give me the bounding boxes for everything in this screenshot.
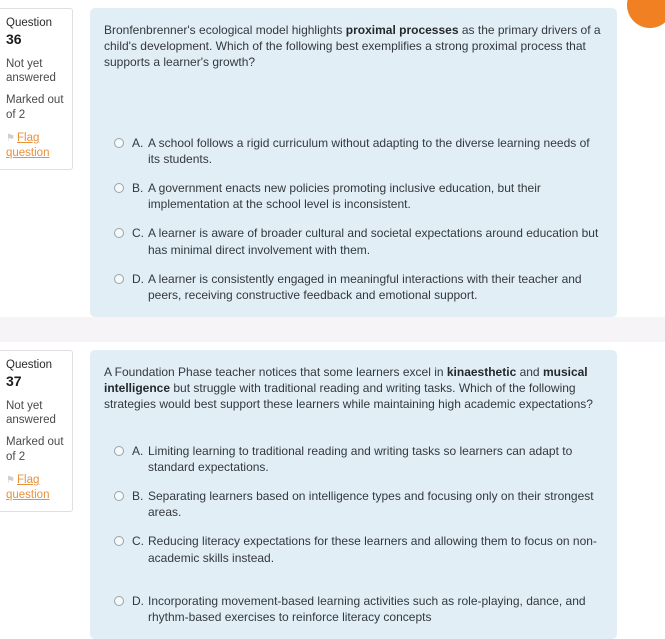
stem-answers-spacer-37 bbox=[104, 421, 602, 443]
answer-option-37-a[interactable] bbox=[104, 443, 602, 475]
flag-question-label-36[interactable]: Flag question bbox=[6, 132, 50, 159]
radio-icon-37-c[interactable] bbox=[114, 536, 124, 546]
answer-option-37-d[interactable] bbox=[104, 593, 602, 625]
radio-icon-36-d[interactable] bbox=[114, 274, 124, 284]
radio-icon-37-d[interactable] bbox=[114, 596, 124, 606]
question-stem-36 bbox=[104, 22, 602, 71]
radio-icon-36-c[interactable] bbox=[114, 228, 124, 238]
answer-option-37-c[interactable] bbox=[104, 533, 602, 565]
stem-text-a-37: A Foundation Phase teacher notices that some learners excel in bbox=[104, 365, 447, 380]
question-word-37: Question bbox=[6, 359, 53, 372]
answer-text-36-b[interactable]: A government enacts new policies promoting inclusive education, but their implementation at the school level is inconsistent. bbox=[148, 180, 541, 212]
answer-letter-37-d: D. bbox=[132, 593, 144, 608]
question-info-37 bbox=[0, 350, 73, 512]
answer-text-36-a[interactable]: A school follows a rigid curriculum without adapting to the diverse learning needs of its students. bbox=[148, 135, 590, 166]
question-block-36 bbox=[0, 0, 665, 317]
stem-answers-spacer-36 bbox=[104, 79, 602, 135]
answer-option-37-b[interactable] bbox=[104, 488, 602, 520]
answer-option-36-a[interactable] bbox=[104, 135, 602, 167]
answer-letter-36-c: C. bbox=[132, 226, 144, 241]
answer-letter-37-c: C. bbox=[132, 534, 144, 549]
answer-option-36-d[interactable] bbox=[104, 271, 602, 303]
answer-text-37-d[interactable]: Incorporating movement-based learning activities such as role-playing, dance, and rhythm-based exercises to reinforce literacy concepts bbox=[148, 593, 586, 624]
question-word-36: Question bbox=[6, 17, 53, 29]
question-number-label-37 bbox=[6, 359, 66, 391]
question-number-label-36 bbox=[6, 17, 66, 49]
stem-bold-37: kinaesthetic bbox=[446, 365, 517, 380]
stem-bold-36: proximal processes bbox=[345, 23, 459, 37]
answer-text-37-b[interactable]: Separating learners based on intelligence types and focusing only on their strongest areas. bbox=[148, 489, 594, 520]
answer-letter-36-b: B. bbox=[132, 180, 144, 195]
flag-icon: ⚑ bbox=[6, 133, 15, 145]
answer-text-37-c[interactable]: Reducing literacy expectations for these learners and allowing them to focus on non-academic skills instead. bbox=[148, 534, 597, 565]
answer-letter-36-a: A. bbox=[132, 135, 144, 150]
answer-option-36-c[interactable] bbox=[104, 225, 602, 257]
answer-text-36-c[interactable]: A learner is aware of broader cultural and societal expectations around education but has minimal direct involvement with them. bbox=[148, 226, 599, 257]
radio-icon-36-a[interactable] bbox=[114, 138, 124, 148]
question-separator bbox=[0, 317, 665, 342]
stem-text-b-37: but struggle with traditional reading and writing tasks. Which of the following strategies would best support these learners while maintaining high academic expectations? bbox=[104, 381, 593, 412]
question-number-37: 37 bbox=[6, 372, 22, 389]
answer-letter-37-a: A. bbox=[132, 443, 144, 458]
stem-text-b-36: as the primary drivers of a child's development. Which of the following best exemplifies a strong proximal process that supports a learner's growth? bbox=[104, 23, 601, 70]
answer-letter-37-b: B. bbox=[132, 489, 144, 503]
stem-text-a-36: Bronfenbrenner's ecological model highlights bbox=[104, 23, 346, 37]
question-content-37 bbox=[90, 350, 617, 639]
question-info-36 bbox=[0, 8, 73, 170]
answer-list-36 bbox=[104, 135, 602, 304]
radio-icon-37-b[interactable] bbox=[114, 491, 124, 501]
question-grade-37: Marked out of 2 bbox=[6, 436, 64, 463]
question-state-36: Not yet answered bbox=[6, 57, 56, 84]
flag-question-label-37[interactable]: Flag question bbox=[6, 474, 50, 501]
option-spacer-37 bbox=[104, 579, 602, 593]
flag-question-link-36[interactable] bbox=[6, 131, 66, 160]
question-stem-37 bbox=[104, 364, 602, 413]
answer-text-36-d[interactable]: A learner is consistently engaged in meaningful interactions with their teacher and peers, receiving constructive feedback and emotional support. bbox=[148, 271, 582, 302]
radio-icon-36-b[interactable] bbox=[114, 183, 124, 193]
answer-letter-36-d: D. bbox=[132, 271, 144, 286]
stem-text-mid-37: and bbox=[516, 365, 543, 380]
stem-bold2-37: musical intelligence bbox=[104, 365, 588, 396]
radio-icon-37-a[interactable] bbox=[114, 446, 124, 456]
question-state-37: Not yet answered bbox=[6, 399, 56, 427]
flag-icon: ⚑ bbox=[6, 475, 15, 487]
question-number-36: 36 bbox=[6, 30, 22, 47]
question-block-37 bbox=[0, 342, 665, 639]
question-content-36 bbox=[90, 8, 617, 317]
answer-option-36-b[interactable] bbox=[104, 180, 602, 212]
answer-text-37-a[interactable]: Limiting learning to traditional reading and writing tasks so learners can adapt to standard expectations. bbox=[148, 443, 573, 474]
answer-list-37 bbox=[104, 443, 602, 626]
flag-question-link-37[interactable] bbox=[6, 473, 66, 502]
question-grade-36: Marked out of 2 bbox=[6, 94, 64, 121]
